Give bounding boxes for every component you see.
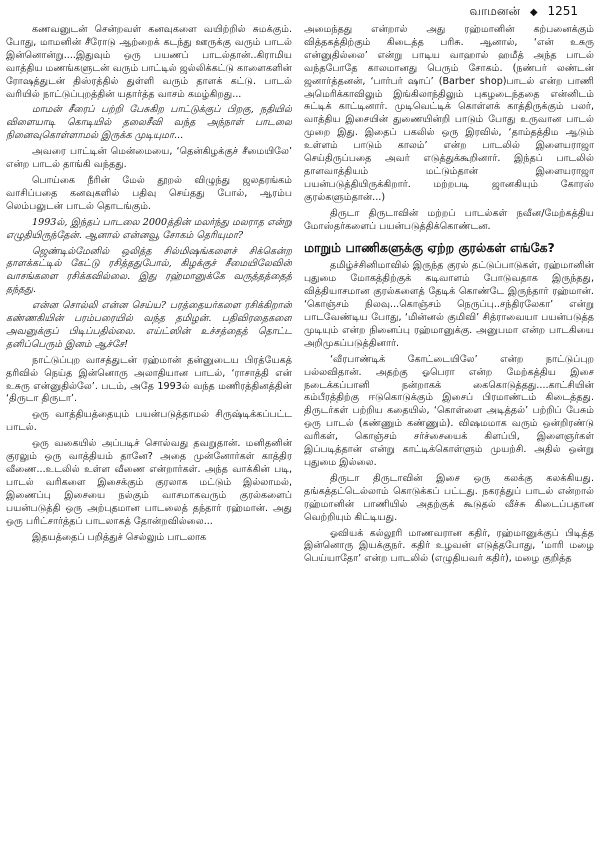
- paragraph: நாட்டுப்புற வாசத்துடன் ரஹ்மான் தன்னுடைய பிரத்யேகத் தரிவில் நெய்த இன்னொரு அலாதியான பாடல், ‘ராசாத்தி என் உசுரு என்னுதில்லே’. படம், அதே 1993ல் வந்த மணிரத்தினத்தின் ‘திருடா திருடா’.: [6, 354, 292, 405]
- left-column: [6, 24, 292, 842]
- page-number: 1251: [547, 4, 578, 18]
- paragraph: தமிழ்ச்சினிமாவில் இருந்த குரல் தட்டுப்பாடுகள், ரஹ்மானின் புதுமை மோகத்திற்குக் கடிவாளம் போடுவதாக இருந்தது, வித்தியாசமான குரல்களைத் தேடிக் கொண்டே இருந்தார் ரஹ்மான். ‘கொஞ்சம் நிலவு...கொஞ்சம் நெருப்பு..சந்திரலேகா’ என்று பாடவேண்டிய போது, ‘மின்னல் குமிவி’ சித்ராவையா பயன்படுத்த முடியும் என்ற நினைப்பு ரஹ்மானுக்கு. அனுபமா என்ற பாடகியை அறிமுகப்படுத்தினார்.: [304, 260, 594, 349]
- paragraph: ஜெண்டில்மேனில் ஒலித்த சில்மிஷங்களைச் சிக்கென்ற தாளக்கட்டில் கேட்டு ரசித்ததுபோல், கிழக்குச் சீமையிலேவின் வாசங்களை ரசிக்கவில்லை. இது ரஹ்மானுக்கே வருத்தத்தைத் தந்தது.: [6, 245, 292, 296]
- right-column: [304, 24, 594, 842]
- running-title: வாமனன்: [469, 4, 521, 18]
- paragraph: அவரை பாட்டின் மென்மையை, ‘தென்கிழக்குச் சீமையிலே’ என்ற பாடல் தாங்கி வந்தது.: [6, 146, 292, 171]
- paragraph: பொய்கை நீரின் மேல் தூறல் விழுந்து ஜலதரங்கம் வாசிப்பதை கனவுகளில் பதிவு செய்தது போல், ஆரம்ப லெம்பலுடன் பாடல் தொடங்கும்.: [6, 174, 292, 212]
- section-heading: மாறும் பாணிகளுக்கு ஏற்ற குரல்கள் எங்கே?: [304, 239, 555, 255]
- paragraph: ஒரு வகையில் அப்படிச் சொல்வது தவறுதான். மனிதனின் குரலும் ஒரு வாத்தியம் தானே? அதை முன்னோர்கள் காத்திர வீணை...உடலில் உள்ள வீணை என்றார்கள். அந்த வாக்கின் படி, பாடல் வரிகளை இசைக்கும் குரலாக மட்டும் இல்லாமல், இணைப்பு இசையை நல்கும் வாசமாகவரும் குரல்களைப் பயன்படுத்தி ஒரு அற்புதமான பாடலைத் தந்தார் ரஹ்மான். அது ஒரு பரிட்சார்த்தப் பாடலாகத் தோன்றவில்லை...: [6, 438, 292, 527]
- paragraph: திருடா திருடாவின் மற்றப் பாடல்கள் நவீன/மேற்கத்திய மோஸ்தர்களைப் பயன்படுத்திக்கொண்டன.: [304, 207, 594, 232]
- diamond-icon: ◆: [529, 7, 538, 18]
- paragraph: ஒரு வாத்தியத்தையும் பயன்படுத்தாமல் சிருஷ்டிக்கப்பட்ட பாடல்.: [6, 409, 292, 434]
- paragraph: கணவனுடன் சென்றவள் கனவுகளை வயிற்றில் சுமக்கும். போது, மாமனின் சீரோடு ஆற்றைக் கடந்து ஊருக்கு வரும் பாடல் இன்னொன்று....இதுவும் ஒரு பயணப் பாடல்தான்..கிராமிய வாத்திய மணங்களுடன் வரும் பாட்டில் ஜல்லிக்கட்டு காளைகளின் ரோஷத்துடன் திஸ்ரத்தில் துள்ளி வரும் தாளக் கட்டு. பாடல் வரியில் நாட்டுப்புறத்தின் யதார்த்த வாசம் கமழ்கிறது...: [6, 24, 292, 100]
- paragraph: மாமன் சீரைப் பற்றி பேசுகிற பாட்டுக்குப் பிறகு, நதியில் விளையாடி கொடியில் தலைசீவி வந்த அந்நாள் பாடலை நினைவுகொள்ளாமல் இருக்க முடியுமா...: [6, 104, 292, 142]
- paragraph: அமைந்தது என்றால் அது ரஹ்மானின் கற்பனைக்கும் வித்தகத்திற்கும் கிடைத்த பரிசு. ஆனால், ‘என் உசுரு என்னுதில்லை’ என்று பாடிய வாஹால் ஹமீத் அந்த பாடல் வந்தபோதே காலமானது பெரும் சோகம். (நண்பர் லண்டன் ஜனார்த்தனன், ‘பார்பர் ஷாப்’ (Barber shop)பாடல் என்ற பாணி அமெரிக்காவிலும் இங்கிலாந்திலும் புகழடைந்ததை என்னிடம் சுட்டிக் காட்டினார். முடிவெட்டிக் கொள்ளக் காத்திருக்கும் பலர், வாத்திய இசையின் துணையின்றி பாடும் போது உருவான பாடல் முறை இது. இதைப் பகலில் ஒரு இரவில், ‘தாம்தத்திம ஆடும் உள்ளம் பாடும் காலம்’ என்ற பாடலில் இளையராஜா செய்திருப்பதை அவர் எடுத்துக்கூறினார். இந்தப் பாடலில் தாளவாத்தியம் மட்டும்தான் இளையராஜா பயன்படுத்தியிருக்கிறார். மற்றபடி ஜானகியும் கோரஸ் குரல்களும்தான்...): [304, 24, 594, 203]
- paragraph: ‘வீரபாண்டிக் கோட்டையிலே’ என்ற நாட்டுப்புற பல்லவிதான். அதற்கு ஓபெரா என்ற மேற்கத்திய இசை நடைக்கப்பானி நன்றாகக் கைகொடுத்தது....காட்சியின் கம்பீரத்திற்கு ஈடுகொடுக்கும் இசைப் பிரமாண்டம் கிடைத்தது. திருடர்கள் பற்றிய கதையில், ‘கொள்ளை அடித்தல்’ பற்றிப் பேசும் ஒரு பாடல் (கண்ணும் கண்ணும்). விஷமமாக வரும் ஒன்றிரண்டு வரிகள், கொஞ்சம் சர்ச்சையைக் கிளப்பி, இளைஞர்கள் இப்படித்தான் என்று காட்டிக்கொள்ளும் முயற்சி. அதில் ஒன்று புதுமை இல்லை.: [304, 353, 594, 468]
- paragraph: ஓவியக் கல்லூரி மாணவரான கதிர், ரஹ்மானுக்குப் பிடித்த இன்னொரு இயக்குநர். கதிர் உழவன் எடுத்தபோது, ‘மாரி மழை பெய்யாதோ’ என்ற பாடலில் (எழுதியவர் கதிர்), மழை குறித்த: [304, 527, 594, 565]
- paragraph: இதயத்தைப் பறித்துச் செல்லும் பாடலாக: [32, 531, 207, 543]
- paragraph: 1993ல், இந்தப் பாடலை 2000த்தின் மலர்ந்து மலராத என்று எழுதியிருந்தேன். ஆனால் என்னவூ சோகம் தெரியுமா?: [6, 216, 292, 241]
- paragraph: என்ன சொல்லி என்ன செய்ய? பரத்தையர்களை ரசிக்கிறான் கண்ணகியின் பரம்பரையில் வந்த தமிழன். பதிவிரதைகளை அவனுக்குப் பிடிப்பதில்லை. எய்ட்ஸின் உச்சத்தைத் தொட்ட தனிப்பெரும் இனம் ஆச்சே!: [6, 300, 292, 350]
- paragraph: திருடா திருடாவின் இசை ஒரு கலக்கு கலக்கியது. தங்கத்தட்டெல்லாம் கொடுக்கப் பட்டது. நகரத்துப் பாடல் என்றால் ரஹ்மானின் பாணியில் அதற்குக் கூடுதல் வீச்சு கிடைப்பதான வெற்றியும் கிட்டியது.: [304, 472, 594, 523]
- page-header: [0, 4, 578, 24]
